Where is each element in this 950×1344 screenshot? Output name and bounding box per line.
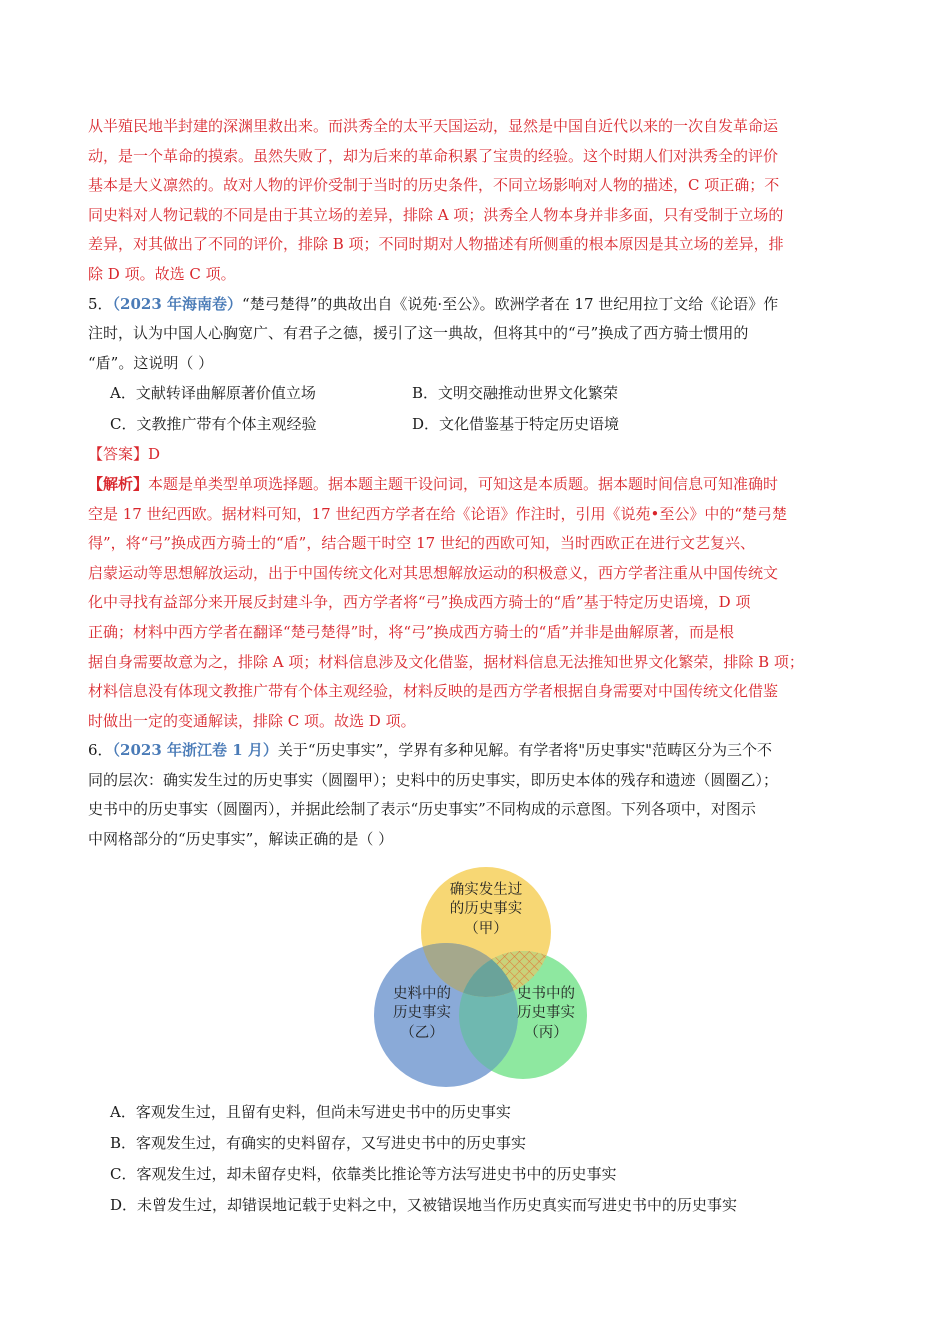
analysis-line: 时做出一定的变通解读，排除 C 项。故选 D 项。 — [88, 711, 416, 730]
analysis-line: 据自身需要故意为之，排除 A 项；材料信息涉及文化借鉴，据材料信息无法推知世界文化繁荣，排除 B 项； — [88, 652, 804, 671]
question-number: 5． — [88, 294, 113, 313]
option-b[interactable]: B．客观发生过，有确实的史料留存，又写进史书中的历史事实 — [110, 1133, 527, 1152]
option-d[interactable]: D．文化借鉴基于特定历史语境 — [412, 415, 620, 434]
analysis-line: 正确；材料中西方学者在翻译“楚弓楚得”时，将“弓”换成西方骑士的“盾”并非是曲解原著，而是根 — [88, 622, 735, 641]
analysis-line: 空是 17 世纪西欧。据材料可知，17 世纪西方学者在给《论语》作注时，引用《说苑•至公》中的“楚弓楚 — [88, 504, 787, 523]
label-yi: 史料中的 历史事实 （乙） — [393, 985, 451, 1041]
label-jia: 确实发生过 的历史事实 （甲） — [449, 881, 523, 937]
text-line: 同的层次：确实发生过的历史事实（圆圈甲）；史料中的历史事实，即历史本体的残存和遗迹（圆圈乙）； — [88, 770, 779, 789]
text-line: “盾”。这说明（ ） — [88, 353, 214, 372]
answer: 【答案】D — [88, 445, 161, 464]
option-a[interactable]: A．客观发生过，且留有史料，但尚未写进史书中的历史事实 — [110, 1102, 511, 1121]
option-c[interactable]: C．文教推广带有个体主观经验 — [110, 415, 317, 434]
question-6-options — [88, 1097, 864, 1221]
option-d[interactable]: D．未曾发生过，却错误地记载于史料之中，又被错误地当作历史真实而写进史书中的历史事实 — [110, 1195, 738, 1214]
analysis-heading: 【解析】 — [88, 474, 149, 493]
question-6 — [88, 736, 864, 1220]
text-line: 基本是大义凛然的。故对人物的评价受制于当时的历史条件，不同立场影响对人物的描述，C 项正确；不 — [88, 176, 780, 195]
option-c[interactable]: C．客观发生过，却未留存史料，依靠类比推论等方法写进史书中的历史事实 — [110, 1164, 617, 1183]
question-number: 6． — [88, 741, 113, 760]
text-line: 注时，认为中国人心胸宽广、有君子之德，援引了这一典故，但将其中的“弓”换成了西方骑士惯用的 — [88, 324, 749, 343]
text-line: 差异，对其做出了不同的评价，排除 B 项；不同时期对人物描述有所侧重的根本原因是其立场的差异，排 — [88, 235, 784, 254]
analysis-line: 得”，将“弓”换成西方骑士的“盾”，结合题干时空 17 世纪的西欧可知，当时西欧正在进行文艺复兴、 — [88, 534, 755, 553]
question-5-options — [88, 378, 864, 440]
text-line: 同史料对人物记载的不同是由于其立场的差异，排除 A 项；洪秀全人物本身并非多面，只有受制于立场的 — [88, 205, 784, 224]
analysis-line: 化中寻找有益部分来开展反封建斗争，西方学者将“弓”换成西方骑士的“盾”基于特定历史语境，D 项 — [88, 593, 751, 612]
analysis-line: 启蒙运动等思想解放运动，出于中国传统文化对其思想解放运动的积极意义，西方学者注重从中国传统文 — [88, 563, 779, 582]
analysis-line — [88, 470, 864, 500]
text-line: “楚弓楚得”的典故出自《说苑·至公》。欧洲学者在 17 世纪用拉丁文给《论语》作 — [242, 294, 779, 313]
option-b[interactable]: B．文明交融推动世界文化繁荣 — [412, 384, 619, 403]
text-line: 从半殖民地半封建的深渊里救出来。而洪秀全的太平天国运动，显然是中国自近代以来的一次自发革命运 — [88, 117, 779, 135]
text-line: 本题是单类型单项选择题。据本题主题干设问词，可知这是本质题。据本题时间信息可知准确时 — [148, 474, 779, 493]
question-5-stem — [88, 290, 864, 320]
previous-analysis-continuation — [88, 112, 864, 290]
venn-diagram-area — [88, 867, 864, 1089]
option-a[interactable]: A．文献转译曲解原著价值立场 — [110, 384, 316, 403]
text-line: 中网格部分的“历史事实”，解读正确的是（ ） — [88, 830, 394, 849]
label-bing: 史书中的 历史事实 （丙） — [517, 985, 575, 1041]
text-line: 除 D 项。故选 C 项。 — [88, 264, 236, 283]
question-6-stem — [88, 736, 864, 766]
question-5 — [88, 290, 864, 737]
text-line: 动，是一个革命的摸索。虽然失败了，却为后来的革命积累了宝贵的经验。这个时期人们对洪秀全的评价 — [88, 146, 779, 165]
text-line: 史书中的历史事实（圆圈丙），并据此绘制了表示“历史事实”不同构成的示意图。下列各项中，对图示 — [88, 800, 756, 819]
question-source: （2023 年浙江卷 1 月） — [112, 741, 278, 760]
text-line: 关于“历史事实”，学界有多种见解。有学者将"历史事实"范畴区分为三个不 — [277, 741, 773, 760]
question-source: （2023 年海南卷） — [112, 294, 243, 313]
analysis-line: 材料信息没有体现文教推广带有个体主观经验，材料反映的是西方学者根据自身需要对中国传统文化借鉴 — [88, 682, 779, 701]
page-content — [88, 112, 864, 1221]
